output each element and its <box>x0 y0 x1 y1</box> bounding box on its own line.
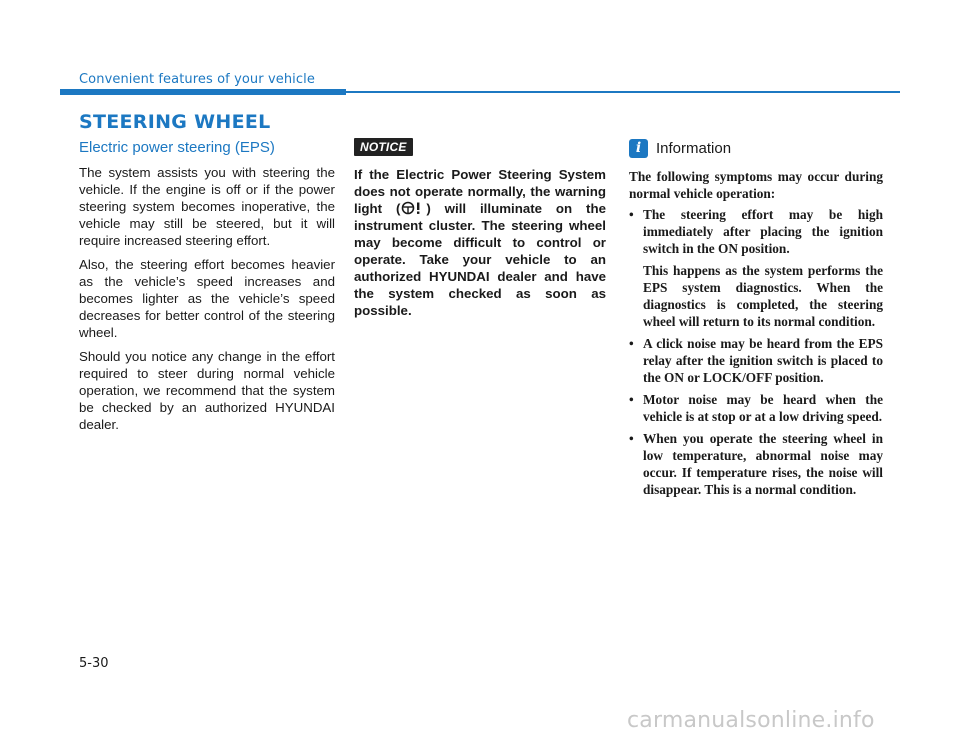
notice-text-end: ) will illuminate on the instrument cluster. The steering wheel may become difficult to control or operate. Take your vehicle to an authorized HYUNDAI dealer and have the system checked as soon as possible. <box>354 201 606 318</box>
list-item-text: When you operate the steering wheel in low temperature, abnormal noise may occur. If temperature rises, the noise will disappear. This is a normal condition. <box>643 431 883 497</box>
information-intro: The following symptoms may occur during normal vehicle operation: <box>629 169 883 201</box>
list-item-subtext: This happens as the system performs the EPS system diagnostics. When the diagnostics is completed, the steering wheel will return to its normal condition. <box>643 263 883 329</box>
chapter-header: Convenient features of your vehicle <box>79 72 315 87</box>
notice-column <box>354 138 606 319</box>
bullet-icon: • <box>629 336 634 351</box>
list-item-text: The steering effort may be high immediately after placing the ignition switch in the ON position. <box>643 207 883 256</box>
eps-subheading: Electric power steering (EPS) <box>79 139 275 156</box>
notice-badge: NOTICE <box>354 138 413 156</box>
list-item <box>629 206 883 330</box>
left-column <box>79 138 335 440</box>
header-accent-bar <box>60 89 346 95</box>
bullet-icon: • <box>629 392 634 407</box>
bullet-icon: • <box>629 431 634 446</box>
section-title: STEERING WHEEL <box>79 111 271 133</box>
watermark: carmanualsonline.info <box>627 708 875 733</box>
header-rule <box>346 91 900 93</box>
bullet-icon: • <box>629 207 634 222</box>
info-icon: i <box>629 139 648 158</box>
information-header <box>629 138 883 158</box>
list-item-text: A click noise may be heard from the EPS relay after the ignition switch is placed to the ON or LOCK/OFF position. <box>643 336 883 385</box>
list-item-text: Motor noise may be heard when the vehicle is at stop or at a low driving speed. <box>643 392 883 424</box>
symptom-list <box>629 206 883 498</box>
steering-warning-icon <box>400 201 426 215</box>
list-item <box>629 430 883 498</box>
list-item <box>629 391 883 425</box>
eps-paragraph: Also, the steering effort becomes heavier as the vehicle’s speed increases and becomes lighter as the vehicle’s speed decreases for better control of the steering wheel. <box>79 257 335 340</box>
page-number: 5-30 <box>79 656 109 671</box>
eps-paragraph: Should you notice any change in the effort required to steer during normal vehicle operation, we recommend that the system be checked by an authorized HYUNDAI dealer. <box>79 349 335 432</box>
list-item <box>629 335 883 386</box>
information-column <box>629 138 883 503</box>
eps-paragraph: The system assists you with steering the vehicle. If the engine is off or if the power steering system becomes inoperative, the vehicle may still be steered, but it will require increased steering effort. <box>79 165 335 248</box>
information-title: Information <box>656 139 732 157</box>
notice-text-start: If the Electric Power Steering System does not operate normally, the warning light ( <box>354 167 606 216</box>
notice-text <box>354 166 606 319</box>
